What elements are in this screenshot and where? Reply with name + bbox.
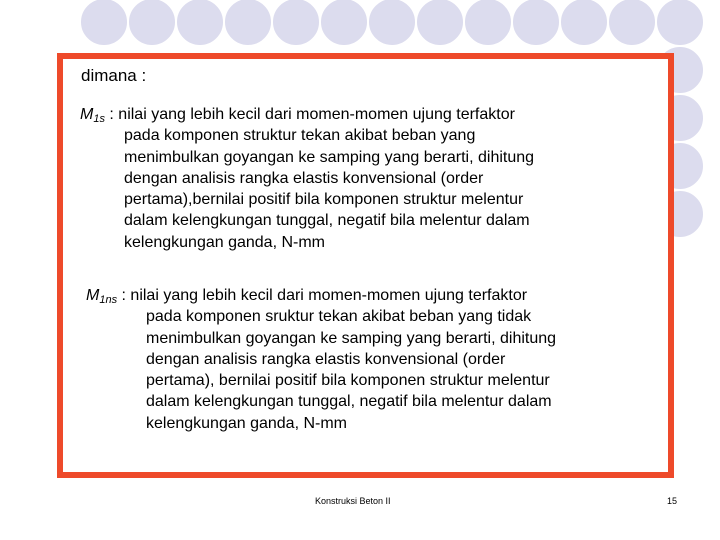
- decorative-circle: [608, 0, 656, 46]
- term-separator: :: [117, 287, 131, 304]
- definition-m1s: [80, 104, 534, 253]
- definition-line: dengan analisis rangka elastis konvensional (order: [146, 350, 506, 368]
- decorative-circle: [368, 0, 416, 46]
- definition-term: [80, 106, 105, 123]
- definition-line: dengan analisis rangka elastis konvensional (order: [124, 169, 484, 187]
- heading: dimana :: [81, 66, 147, 85]
- term-symbol: M: [86, 287, 100, 304]
- decorative-circle: [464, 0, 512, 46]
- definition-first-line: [86, 285, 556, 306]
- footer-title: Konstruksi Beton II: [315, 496, 391, 506]
- decorative-circle: [416, 0, 464, 46]
- definition-first-line: [80, 104, 534, 125]
- definition-term: [86, 287, 117, 304]
- definition-line: pada komponen sruktur tekan akibat beban yang tidak: [146, 308, 532, 326]
- definition-line: nilai yang lebih kecil dari momen-momen ujung terfaktor: [118, 106, 515, 123]
- definition-line: menimbulkan goyangan ke samping yang berarti, dihitung: [124, 148, 535, 166]
- definition-line: dalam kelengkungan tunggal, negatif bila melentur dalam: [124, 212, 530, 230]
- decorative-circle: [320, 0, 368, 46]
- definition-line: kelengkungan ganda, N-mm: [146, 414, 348, 432]
- definition-m1ns: [86, 285, 556, 434]
- decorative-circle: [272, 0, 320, 46]
- definition-line: dalam kelengkungan tunggal, negatif bila melentur dalam: [146, 393, 552, 411]
- definition-line: pertama), bernilai positif bila komponen struktur melentur: [146, 372, 550, 390]
- term-symbol: M: [80, 106, 94, 123]
- decorative-circle: [176, 0, 224, 46]
- term-subscript: 1s: [93, 113, 105, 125]
- decorative-circle: [128, 0, 176, 46]
- decorative-circle: [560, 0, 608, 46]
- definition-line: kelengkungan ganda, N-mm: [124, 233, 326, 251]
- definition-line: pada komponen struktur tekan akibat beban yang: [124, 127, 476, 145]
- decorative-circle: [656, 0, 704, 46]
- decorative-circle: [512, 0, 560, 46]
- decorative-circle: [80, 0, 128, 46]
- definition-line: menimbulkan goyangan ke samping yang berarti, dihitung: [146, 329, 557, 347]
- term-subscript: 1ns: [99, 294, 118, 306]
- definition-line: pertama),bernilai positif bila komponen struktur melentur: [124, 191, 524, 209]
- definition-line: nilai yang lebih kecil dari momen-momen ujung terfaktor: [130, 287, 528, 304]
- decorative-circle: [224, 0, 272, 46]
- term-separator: :: [104, 106, 119, 123]
- page-number: 15: [667, 496, 678, 506]
